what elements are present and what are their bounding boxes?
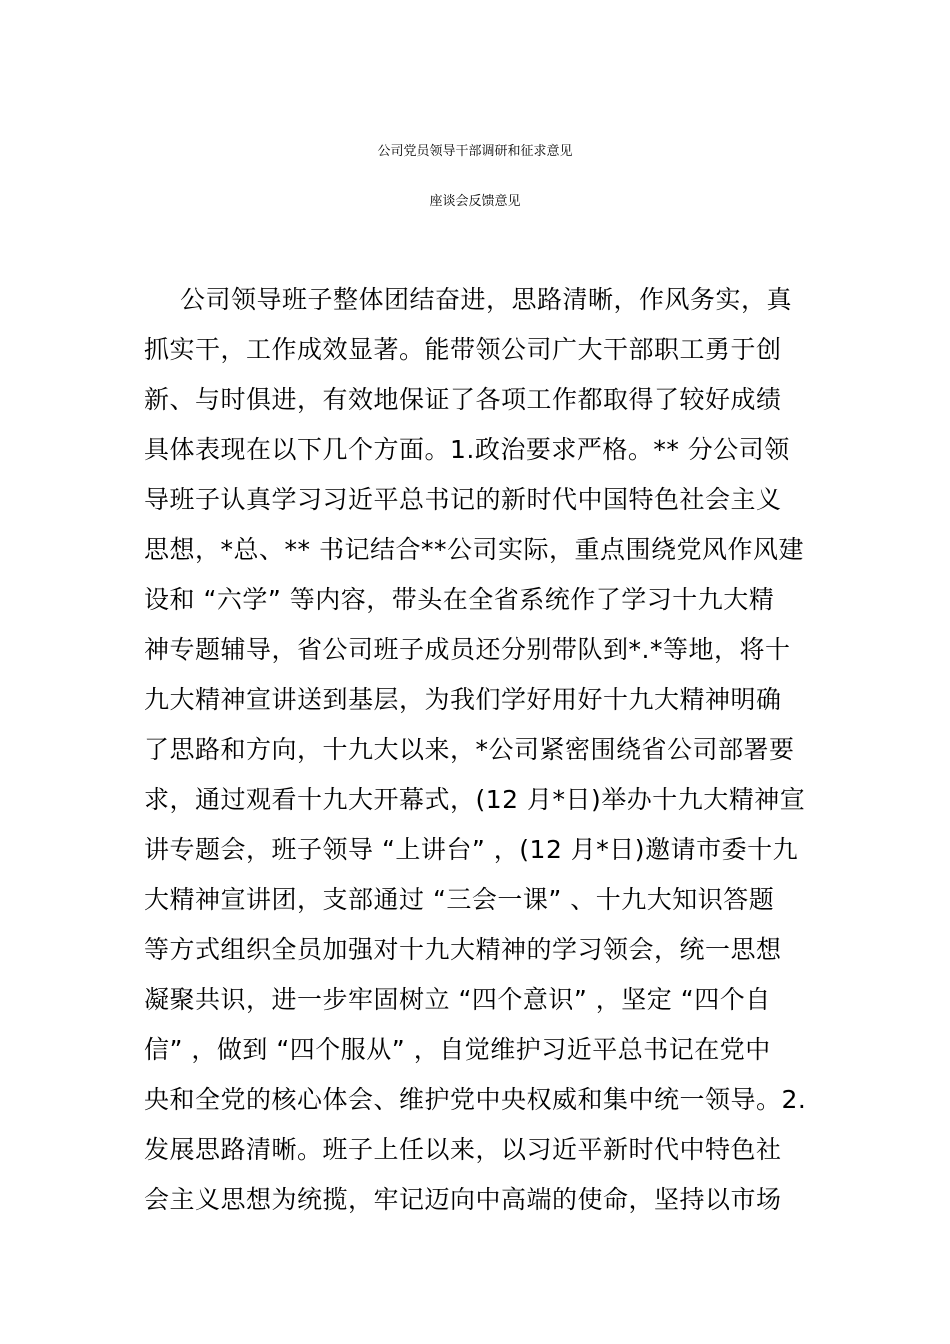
body-line-19: 会主义思想为统揽，牢记迈向中高端的使命，坚持以市场: [144, 1185, 782, 1214]
body-line-11: 求，通过观看十九大开幕式，(12 月*日)举办十九大精神宣: [144, 785, 806, 814]
body-line-15: 凝聚共识，进一步牢固树立 “四个意识” ，坚定 “四个自: [144, 985, 771, 1014]
body-line-16: 信” ，做到 “四个服从” ，自觉维护习近平总书记在党中: [144, 1035, 771, 1064]
document-title-line-2: 座谈会反馈意见: [429, 194, 521, 209]
body-line-9: 九大精神宣讲送到基层，为我们学好用好十九大精神明确: [144, 685, 782, 714]
body-line-7: 设和 “六学” 等内容，带头在全省系统作了学习十九大精: [144, 585, 775, 614]
body-line-10: 了思路和方向，十九大以来，*公司紧密围绕省公司部署要: [144, 735, 795, 764]
body-line-1: 公司领导班子整体团结奋进，思路清晰，作风务实，真: [180, 285, 793, 314]
body-line-17: 央和全党的核心体会、维护党中央权威和集中统一领导。2.: [144, 1085, 807, 1114]
body-line-4: 具体表现在以下几个方面。1.政治要求严格。** 分公司领: [144, 435, 790, 464]
body-line-2: 抓实干，工作成效显著。能带领公司广大干部职工勇于创: [144, 335, 782, 364]
body-line-6: 思想，*总、** 书记结合**公司实际，重点围绕党风作风建: [144, 535, 804, 564]
body-line-12: 讲专题会，班子领导 “上讲台” ，(12 月*日)邀请市委十九: [144, 835, 799, 864]
body-line-18: 发展思路清晰。班子上任以来，以习近平新时代中特色社: [144, 1135, 782, 1164]
body-line-14: 等方式组织全员加强对十九大精神的学习领会，统一思想: [144, 935, 782, 964]
body-line-5: 导班子认真学习习近平总书记的新时代中国特色社会主义: [144, 485, 782, 514]
document-title-line-1: 公司党员领导干部调研和征求意见: [377, 144, 573, 159]
body-line-13: 大精神宣讲团，支部通过 “三会一课” 、十九大知识答题: [144, 885, 775, 914]
body-line-3: 新、与时俱进，有效地保证了各项工作都取得了较好成绩: [144, 385, 782, 414]
body-line-8: 神专题辅导，省公司班子成员还分别带队到*.*等地，将十: [144, 635, 791, 664]
